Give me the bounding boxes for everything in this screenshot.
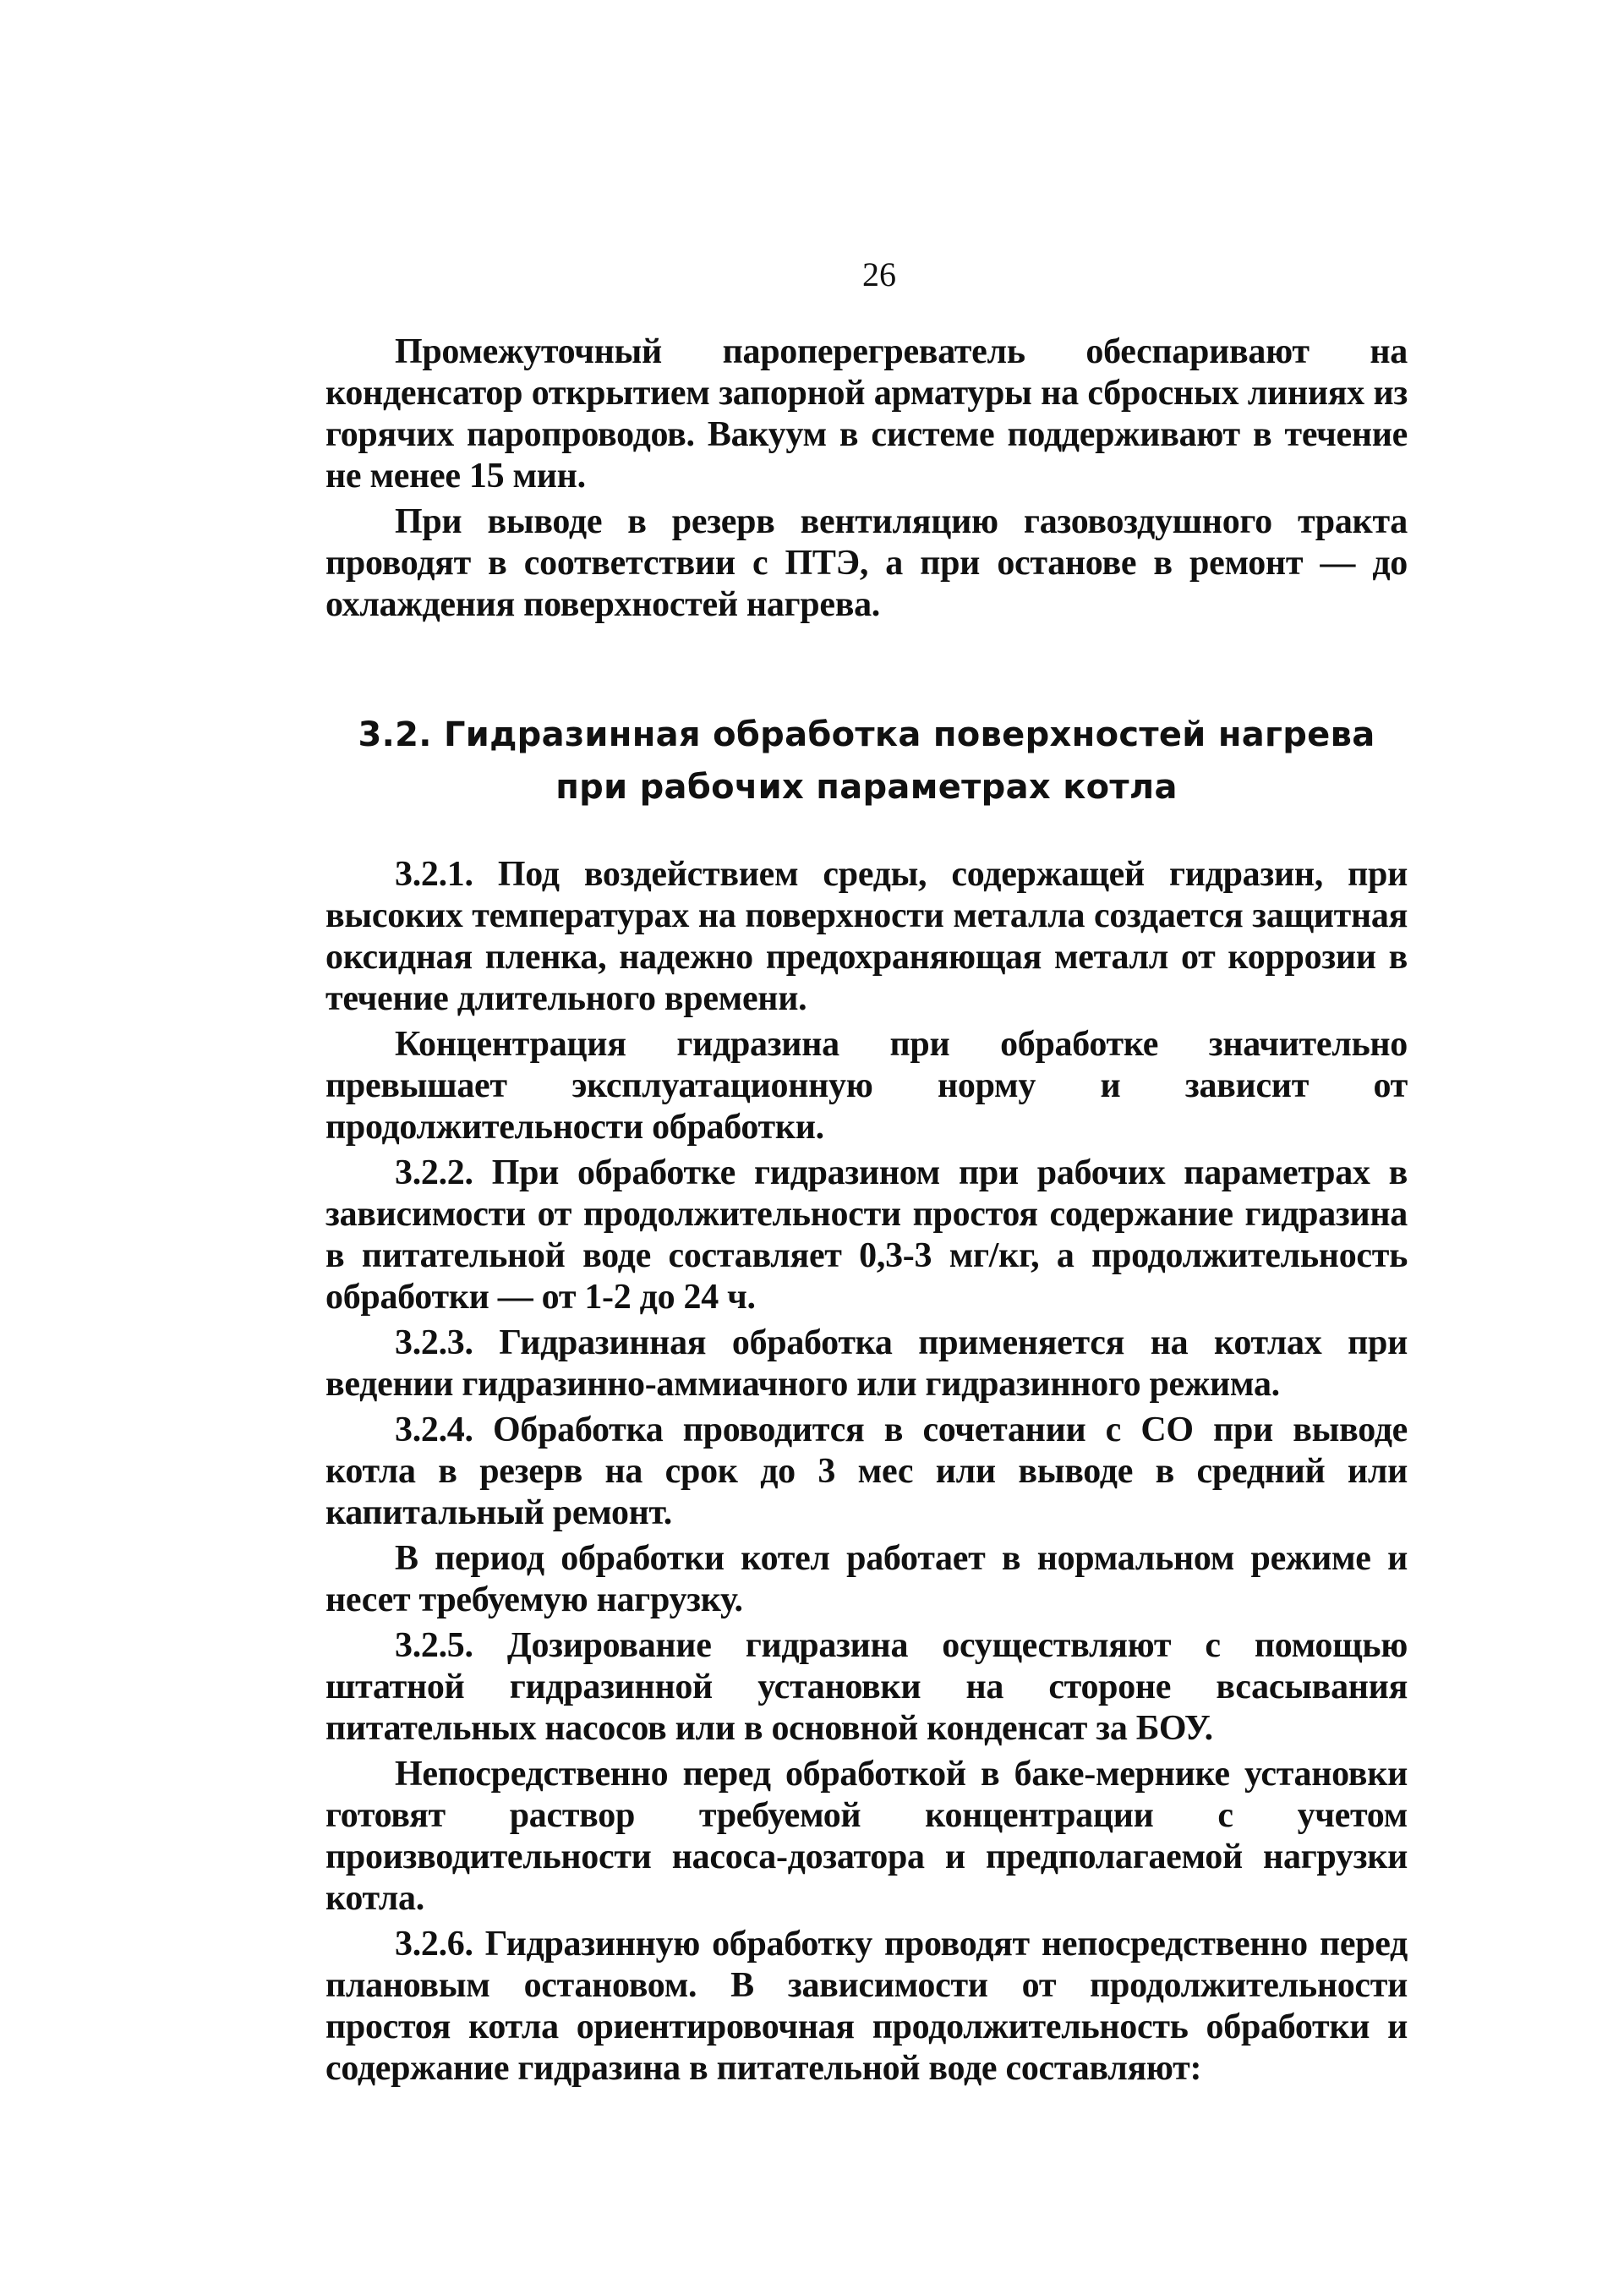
clause-3-2-1: 3.2.1. Под воздействием среды, содержащей гидразин, при высоких температурах на поверхности металла создается защитная оксидная пленка, надежно предохраняющая металл от коррозии в течение длительного времени. <box>325 855 1408 1018</box>
clause-3-2-6: 3.2.6. Гидразинную обработку проводят непосредственно перед плановым остановом. В зависимости от продолжительности простоя котла ориентировочная продолжительность обработки и содержание гидразина в питательной воде составляют: <box>325 1925 1408 2088</box>
intro-paragraph-1: Промежуточный пароперегреватель обеспаривают на конденсатор открытием запорной арматуры на сбросных линиях из горячих паропроводов. Вакуум в системе поддерживают в течение не менее 15 мин. <box>325 332 1408 496</box>
clause-3-2-4-continued: В период обработки котел работает в нормальном режиме и несет требуемую нагрузку. <box>325 1539 1408 1619</box>
page-number: 26 <box>862 255 896 293</box>
section-heading-line-1: 3.2. Гидразинная обработка поверхностей нагрева <box>358 715 1375 754</box>
clause-3-2-4: 3.2.4. Обработка проводится в сочетании с СО при выводе котла в резерв на срок до 3 мес или выводе в средний или капитальный ремонт. <box>325 1410 1408 1532</box>
intro-paragraph-2: При выводе в резерв вентиляцию газовоздушного тракта проводят в соответствии с ПТЭ, а при останове в ремонт — до охлаждения поверхностей нагрева. <box>325 502 1408 624</box>
clause-3-2-3: 3.2.3. Гидразинная обработка применяется на котлах при ведении гидразинно-аммиачного или гидразинного режима. <box>325 1323 1408 1404</box>
clause-3-2-1-continued: Концентрация гидразина при обработке значительно превышает эксплуатационную норму и зависит от продолжительности обработки. <box>325 1025 1408 1147</box>
document-page <box>325 254 1408 2094</box>
section-heading <box>325 709 1408 813</box>
clause-3-2-5-continued: Непосредственно перед обработкой в баке-мернике установки готовят раствор требуемой концентрации с учетом производительности насоса-дозатора и предполагаемой нагрузки котла. <box>325 1755 1408 1918</box>
clause-3-2-5: 3.2.5. Дозирование гидразина осуществляют с помощью штатной гидразинной установки на стороне всасывания питательных насосов или в основной конденсат за БОУ. <box>325 1626 1408 1748</box>
section-heading-line-2: при рабочих параметрах котла <box>555 768 1178 807</box>
clause-3-2-2: 3.2.2. При обработке гидразином при рабочих параметрах в зависимости от продолжительности простоя содержание гидразина в питательной воде составляет 0,3-3 мг/кг, а продолжительность обработки — от 1-2 до 24 ч. <box>325 1153 1408 1317</box>
